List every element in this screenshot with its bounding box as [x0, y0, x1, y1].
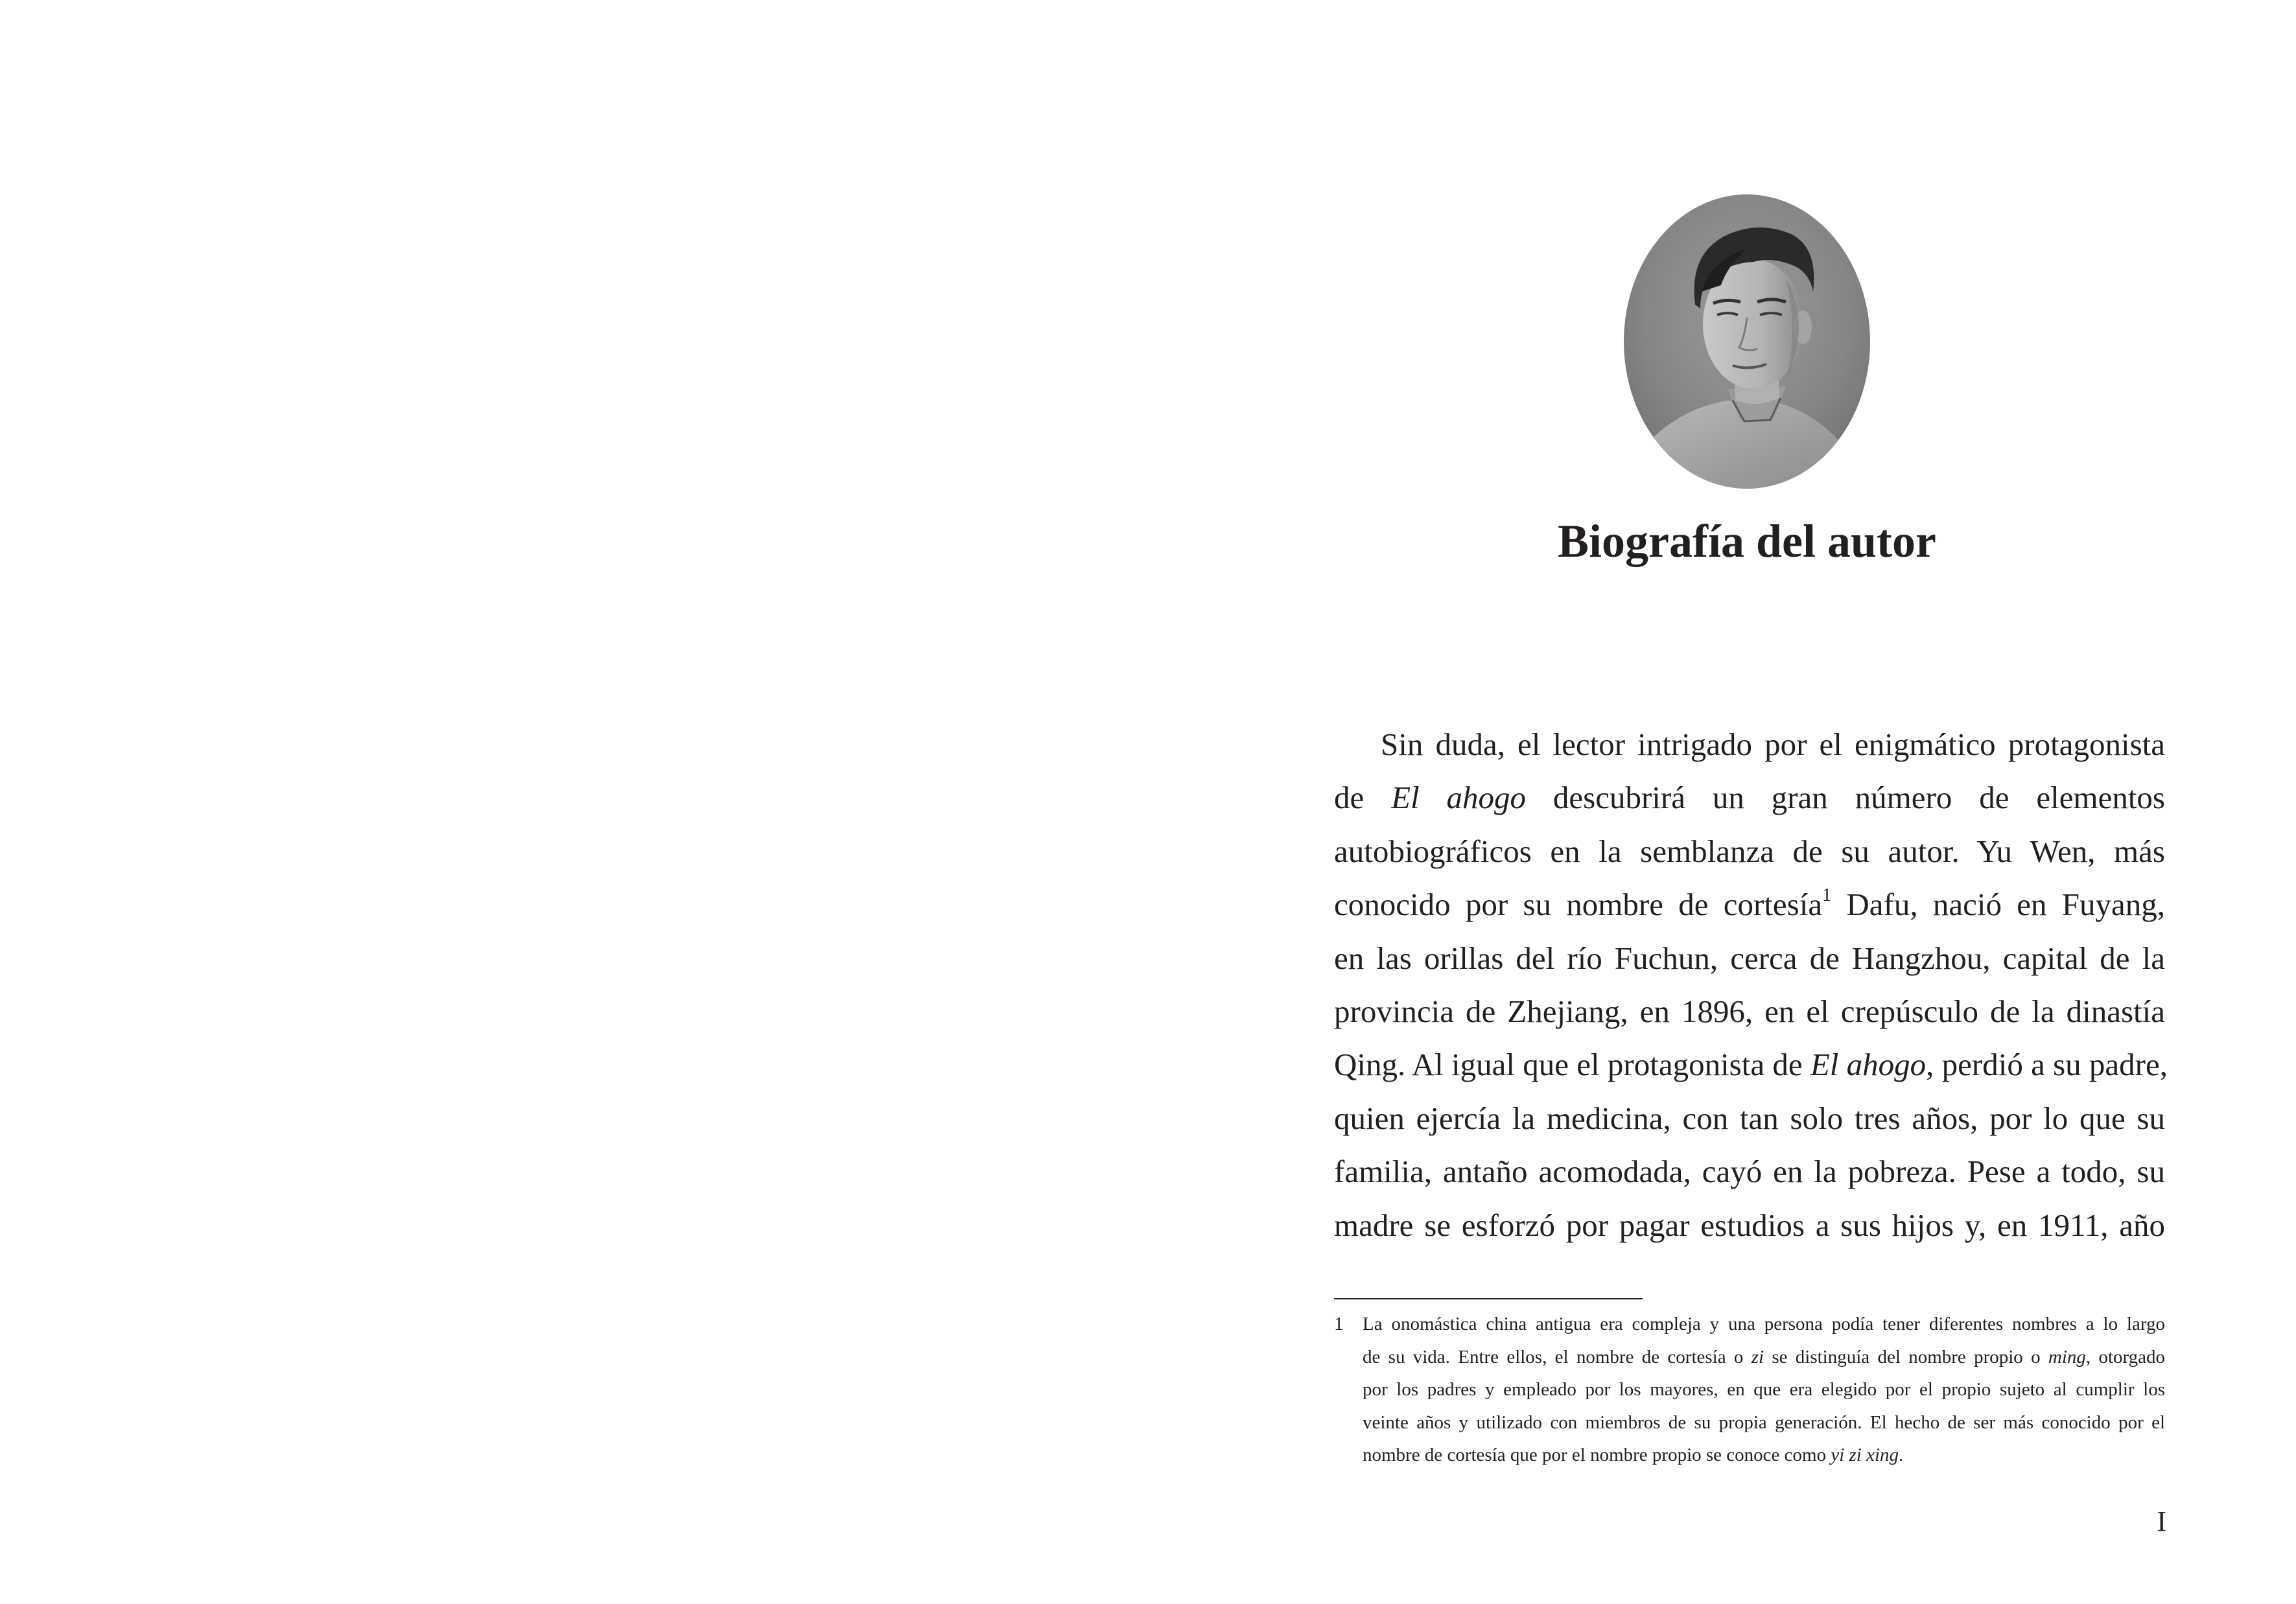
- footnote-divider: [1334, 1298, 1643, 1299]
- footnote: [1334, 1308, 2165, 1472]
- footnote-line: veinte años y utilizado con miembros de su propia generación. El hecho de ser más conocido por el: [1363, 1412, 2165, 1433]
- body-line: madre se esforzó por pagar estudios a sus hijos y, en 1911, año: [1334, 1207, 2165, 1243]
- footnote-number: 1: [1334, 1314, 1344, 1334]
- body-paragraph: [1334, 718, 2168, 1252]
- footnote-reference: 1: [1822, 885, 1832, 906]
- footnote-line: de su vida. Entre ellos, el nombre de cortesía o zi se distinguía del nombre propio o ming, otorgado: [1363, 1346, 2165, 1367]
- body-line: autobiográficos en la semblanza de su autor. Yu Wen, más: [1334, 833, 2165, 869]
- body-line: Sin duda, el lector intrigado por el enigmático protagonista: [1381, 726, 2165, 762]
- body-line: familia, antaño acomodada, cayó en la pobreza. Pese a todo, su: [1334, 1154, 2165, 1190]
- footnote-line: por los padres y empleado por los mayores, en que era elegido por el propio sujeto al cumplir los: [1363, 1379, 2165, 1400]
- body-line: Qing. Al igual que el protagonista de El ahogo, perdió a su padre,: [1334, 1047, 2168, 1083]
- page-number: I: [2157, 1505, 2166, 1537]
- body-line: provincia de Zhejiang, en 1896, en el crepúsculo de la dinastía: [1334, 993, 2165, 1029]
- footnote-line: nombre de cortesía que por el nombre propio se conoce como yi zi xing.: [1363, 1445, 1904, 1465]
- body-line: quien ejercía la medicina, con tan solo tres años, por lo que su: [1334, 1100, 2165, 1136]
- book-title-italic: El ahogo: [1391, 780, 1527, 816]
- footnote-line: La onomástica china antigua era compleja y una persona podía tener diferentes nombres a lo largo: [1363, 1314, 2165, 1334]
- book-title-italic: El ahogo: [1810, 1047, 1927, 1083]
- body-line: conocido por su nombre de cortesía$^1$ Dafu, nació en Fuyang,: [1334, 885, 2165, 923]
- chapter-title: Biografía del autor: [1558, 515, 1936, 567]
- body-line: de El ahogo descubrirá un gran número de elementos: [1334, 780, 2165, 816]
- body-line: en las orillas del río Fuchun, cerca de Hangzhou, capital de la: [1334, 940, 2165, 976]
- author-portrait-photo: [1624, 194, 1870, 489]
